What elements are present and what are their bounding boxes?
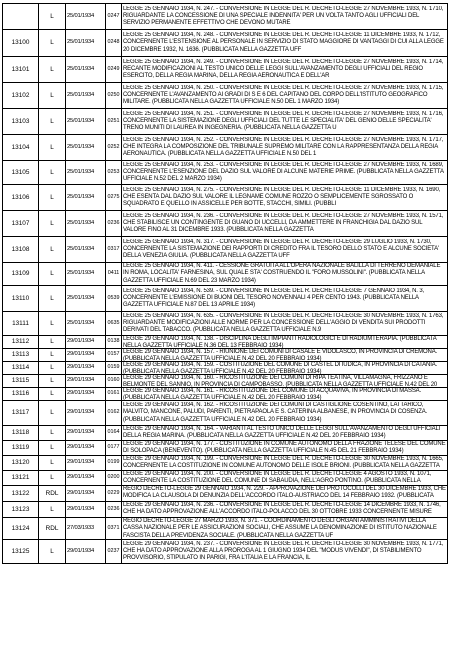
act-code-cell: 0236 — [106, 502, 122, 518]
act-date-cell: 29/01/1934 — [66, 486, 106, 502]
records-table-body — [3, 4, 448, 564]
act-code-cell: 0252 — [106, 135, 122, 161]
act-description-cell — [122, 211, 448, 237]
act-date-cell: 29/01/1934 — [66, 388, 106, 401]
record-number-cell — [3, 4, 39, 30]
act-description-cell — [122, 336, 448, 349]
act-date-cell: 29/01/1934 — [66, 456, 106, 471]
record-number-cell: 13121 — [3, 471, 39, 486]
act-date-cell: 29/01/1934 — [66, 375, 106, 388]
act-description-cell — [122, 471, 448, 486]
act-description-text: REGIO DECRETO-LEGGE 29 GENNAIO 1934, N. 229. - APPROVAZIONE DEI PROTOCOLLI DEL 30 DICEMBRE 1933, CHE MODIFICA LA CLAUSOLA DI DENUNZIA DELL'ACCORDO ITALO-AUSTRIACO DEL 14 FEBBRAIO 1932. (PUBBLICATA — [123, 486, 446, 500]
act-type-cell: L — [39, 502, 66, 518]
table-row — [3, 109, 448, 135]
act-description-cell — [122, 161, 448, 185]
act-code-cell: 0250 — [106, 83, 122, 109]
table-row — [3, 286, 448, 312]
act-type-cell: L — [39, 426, 66, 441]
act-date-cell: 25/01/1934 — [66, 109, 106, 135]
act-type-cell: L — [39, 456, 66, 471]
act-description-text: LEGGE 25 GENNAIO 1934, N. 635. - CONVERSIONE IN LEGGE DEL R. DECRETO-LEGGE 30 NOVEMBRE 1933, N. 1763, RIGUARDANTE MODIFICAZIONI ALLE NORME PER LA CONCESSIONE DELL'AGGIO DI VENDITA SUI PRODOTTI DERIVATI DEL TABACCO. (PUBBLICATA NELLA GAZZETTA UFFICIALE N.9 — [123, 312, 444, 334]
table-row — [3, 388, 448, 401]
act-description-text: LEGGE 29 GENNAIO 1934, N. 159. - COSTITUZIONE DEL COMUNE DI CASTEL DI IUDICA, IN PROVINCIA DI CATANIA. (PUBBLICATA NELLA GAZZETTA UFFICIALE N.42 DEL 20 FEBBRAIO 1934) — [123, 362, 438, 374]
record-number-cell: 13105 — [3, 161, 39, 185]
table-row — [3, 83, 448, 109]
table-row — [3, 135, 448, 161]
table-row — [3, 336, 448, 349]
record-number-cell: 13111 — [3, 312, 39, 336]
table-row — [3, 362, 448, 375]
table-row — [3, 161, 448, 185]
act-description-cell — [122, 502, 448, 518]
act-description-cell — [122, 441, 448, 456]
act-code-cell: 0162 — [106, 401, 122, 426]
act-date-cell: 29/01/1934 — [66, 540, 106, 564]
act-type-cell: L — [39, 185, 66, 211]
act-type-cell: L — [39, 362, 66, 375]
record-number-cell: 13101 — [3, 57, 39, 83]
act-date-cell: 25/01/1934 — [66, 312, 106, 336]
act-code-cell: 0317 — [106, 237, 122, 263]
record-number-cell: 13120 — [3, 456, 39, 471]
act-description-cell — [122, 456, 448, 471]
act-type-cell: L — [39, 263, 66, 286]
act-code-cell: 0237 — [106, 540, 122, 564]
act-date-cell: 25/01/1934 — [66, 211, 106, 237]
table-row — [3, 441, 448, 456]
act-type-cell: L — [39, 312, 66, 336]
act-type-cell: L — [39, 375, 66, 388]
act-code-cell: 0161 — [106, 388, 122, 401]
act-code-cell: 0539 — [106, 286, 122, 312]
table-row — [3, 263, 448, 286]
act-description-cell — [122, 57, 448, 83]
act-description-text: LEGGE 29 GENNAIO 1934, N. 199. - CONVERSIONE IN LEGGE DEL R. DECRETO-LEGGE 30 NOVEMBRE 1933, N. 1665, CONCERNENTE LA COSTITUZIONE IN COMUNE AUTONOMO DELLE ISOLE BRIONI. (PUBBLICATA NELLA GAZZETTA — [123, 456, 444, 470]
table-row — [3, 401, 448, 426]
record-number-cell: 13119 — [3, 441, 39, 456]
act-type-cell: L — [39, 441, 66, 456]
act-description-cell — [122, 349, 448, 362]
record-number-cell: 13100 — [3, 30, 39, 57]
act-date-cell: 25/01/1934 — [66, 161, 106, 185]
act-description-text: LEGGE 25 GENNAIO 1934, N. 251. - CONVERSIONE IN LEGGE DEL R. DECRETO-LEGGE 27 NOVEMBRE 1933, N. 1716, CONCERNENTE LA SISTEMAZIONE DEGLI UFFICIALI DEL TUTTE LE SPECIALITA' DEL GENIO DELLE SPECIALITA' TRENO MUNITI DI LAUREA IN INGEGNERIA. (PUBBLICATA NELLA GAZZETTA U — [123, 110, 444, 132]
record-number-cell: 13122 — [3, 486, 39, 502]
record-number-cell: 13115 — [3, 375, 39, 388]
act-description-cell — [122, 109, 448, 135]
act-description-cell — [122, 30, 448, 57]
act-code-cell: 0229 — [106, 486, 122, 502]
act-code-cell: 0157 — [106, 349, 122, 362]
act-type-cell: L — [39, 237, 66, 263]
record-number-cell: 13125 — [3, 540, 39, 564]
act-description-cell — [122, 286, 448, 312]
act-date-cell: 25/01/1934 — [66, 57, 106, 83]
table-row — [3, 502, 448, 518]
act-date-cell: 25/01/1934 — [66, 237, 106, 263]
records-document — [2, 3, 448, 564]
act-date-cell: 25/01/1934 — [66, 4, 106, 30]
act-description-cell — [122, 486, 448, 502]
act-date-cell: 29/01/1934 — [66, 471, 106, 486]
act-description-text: LEGGE 29 GENNAIO 1934, N. 138. - DISCIPLINA DEGLI IMPIANTI RADIOLOGICI E DI RADIUMTERAPIA. (PUBBLICATA NELLA GAZZETTA UFFICIALE N.36 DEL 13 FEBBRAIO 1934) — [123, 336, 437, 348]
act-code-cell: 0177 — [106, 441, 122, 456]
act-type-cell: L — [39, 83, 66, 109]
act-date-cell: 29/01/1934 — [66, 401, 106, 426]
record-number-cell: 13102 — [3, 83, 39, 109]
act-description-text: LEGGE 29 GENNAIO 1934, N. 177. - COSTITUZIONE IN COMUNE AUTONOMO DELLA FRAZIONE TELESE DEL COMUNE DI SOLOPACA (BENEVENTO). (PUBBLICATA NELLA GAZZETTA UFFICIALE N.45 DEL 21 FEBBRAIO 1934) — [123, 441, 446, 455]
act-date-cell: 25/01/1934 — [66, 30, 106, 57]
record-number-cell: 13114 — [3, 362, 39, 375]
record-number-cell: 13103 — [3, 109, 39, 135]
table-row — [3, 375, 448, 388]
act-code-cell: 0635 — [106, 312, 122, 336]
act-code-cell: 0199 — [106, 456, 122, 471]
act-description-text: LEGGE 25 GENNAIO 1934, N. 236. - CONVERSIONE IN LEGGE DEL R. DECRETO-LEGGE 27 NOVEMBRE 1933, N. 1571, CHE STABILISCE UN CONTINGENTE DI GUANO DI UCCELLI, DA AMMETTERE IN FRANCHIGIA DAL DAZIO SUL VALORE FINO AL 31 DICEMBRE 1933. (PUBBLICATA NELLA GAZZETTA — [123, 212, 444, 234]
act-type-cell: L — [39, 388, 66, 401]
act-description-text: LEGGE 29 GENNAIO 1934, N. 160. - RICOSTITUZIONE DEI COMUNI DI RIPA TEATINA, VILLAMAGNA, FRIZZANO E BELMONTE DEL SANNIO, IN PROVINCIA DI CAMPOBASSO. (PUBBLICATA NELLA GAZZETTA UFFICIALE N.42 DEL 20 — [123, 375, 438, 387]
act-code-cell: 0160 — [106, 375, 122, 388]
act-description-text: LEGGE 29 GENNAIO 1934, N. 157. - RIUNIONE DEI COMUNI DI CASALE E VIDOLASCO, IN PROVINCIA DI CREMONA. (PUBBLICATA NELLA GAZZETTA UFFICIALE N.42 DEL 20 FEBBRAIO 1934) — [123, 349, 438, 361]
act-date-cell: 29/01/1934 — [66, 441, 106, 456]
record-number-cell: 13109 — [3, 263, 39, 286]
act-code-cell: 0200 — [106, 471, 122, 486]
act-code-cell: 0251 — [106, 109, 122, 135]
act-description-text: LEGGE 25 GENNAIO 1934, N. 539. - CONVERSIONE IN LEGGE DEL R. DECRETO-LEGGE 7 GENNAIO 1934, N. 3, CONCERNENTE L'EMISSIONE DI BUONI DEL TESORO NOVENNALI 4 PER CENTO 1943. (PUBBLICATA NELLA GAZZETTA UFFICIALE N.87 DEL 13 APRILE 1934) — [123, 287, 425, 309]
act-type-cell: L — [39, 211, 66, 237]
act-description-text: LEGGE 29 GENNAIO 1934, N. 161. - RICOSTITUZIONE DEL COMUNE DI ACQUAVIVA, IN PROVINCIA DI MASSA. (PUBBLICATA NELLA GAZZETTA UFFICIALE N.42 DEL 20 FEBBRAIO 1934) — [123, 388, 422, 400]
act-code-cell: 0236 — [106, 211, 122, 237]
act-date-cell: 25/01/1934 — [66, 286, 106, 312]
act-description-cell — [122, 135, 448, 161]
act-description-text: LEGGE 25 GENNAIO 1934, N. 253. - CONVERSIONE IN LEGGE DEL R. DECRETO-LEGGE 27 NOVEMBRE 1933, N. 1689, CONCERNENTE L'ESENZIONE DEL DAZIO SUL VALORE DI ALCUNE MATERIE PRIME. (PUBBLICATA NELLA GAZZETTA UFFICIALE N.52 DEL 2 MARZO 1934) — [123, 161, 444, 183]
act-description-text: LEGGE 29 GENNAIO 1934, N. 162. - RICOSTITUZIONE DEI COMUNI DI CASTIGLIONE COSENTINO, LATTARICO, MALVITO, MANCONE, PALUDI, PARENTI, PIETRAPAOLA E S. CATERINA ALBANESE, IN PROVINCIA DI COSENZA. (PUBBLICATA NELLA GAZZETTA UFFICIALE N.42 DEL 20 FEBBRAIO 1934) — [123, 402, 428, 423]
act-date-cell: 29/01/1934 — [66, 502, 106, 518]
act-type-cell: RDL — [39, 518, 66, 540]
act-type-cell: L — [39, 161, 66, 185]
table-row — [3, 486, 448, 502]
table-row — [3, 211, 448, 237]
act-description-cell — [122, 263, 448, 286]
act-date-cell: 29/01/1934 — [66, 336, 106, 349]
act-type-cell: L — [39, 349, 66, 362]
act-description-cell — [122, 362, 448, 375]
act-description-text: REGIO DECRETO-LEGGE 27 MARZO 1933, N. 371. - COORDINAMENTO DEGLI ORGANI AMMINISTRATIVI DELLA CASSA NAZIONALE PER LE ASSICURAZIONI SOCIALI, CHE ASSUME LA DENOMINAZIONE DI ISTITUTO NAZIONALE FASCISTA DELLA PREVIDENZA SOCIALE. (PUBBLICATA NELLA GAZZETTA UF — [123, 518, 437, 539]
table-row — [3, 30, 448, 57]
act-date-cell: 25/01/1934 — [66, 135, 106, 161]
act-description-text: LEGGE 29 GENNAIO 1934, N. 236. - CONVERSIONE IN LEGGE DEL R. DECRETO-LEGGE 14 DICEMBRE 1933, N. 1746, CHE HA DATO APPROVAZIONE ALL'ACCORDO ITALO-POLACCO DEL 30 OTTOBRE 1933 CONCERNENTE MISURE — [123, 502, 441, 516]
act-type-cell: RDL — [39, 486, 66, 502]
table-row — [3, 185, 448, 211]
record-number-cell: 13108 — [3, 237, 39, 263]
act-description-cell — [122, 4, 448, 30]
act-code-cell: 0411 — [106, 263, 122, 286]
record-number-cell: 13117 — [3, 401, 39, 426]
act-description-cell — [122, 83, 448, 109]
act-description-text: LEGGE 25 GENNAIO 1934, N. 249. - CONVERSIONE IN LEGGE DEL R. DECRETO-LEGGE 27 NOVEMBRE 1933, N. 1714, RECANTE MODIFICAZIONI AL TESTO UNICO DELLE LEGGI SULL'AVANZAMENTO DEGLI UFFICIALI DEL REGIO ESERCITO, DELLA REGIA MARINA, DELLA REGIA AERONAUTICA E DELL'AR — [123, 58, 444, 80]
act-description-cell — [122, 237, 448, 263]
act-description-cell — [122, 518, 448, 540]
act-description-cell — [122, 312, 448, 336]
act-description-text: LEGGE 25 GENNAIO 1934, N. 275. - CONVERSIONE IN LEGGE DEL R. DECRETO-LEGGE 11 DICEMBRE 1933, N. 1690, CHE ESENTA DAL DAZIO SUL VALORE IL LEGNAME COMUNE ROZZO O SEMPLICEMENTE SGROSSATO O SQUADRATO E QUELLO IN ASSICELLE PER BOTTE, STACCHI, SIMILI. (PUBBLI — [123, 186, 441, 208]
act-type-cell: L — [39, 286, 66, 312]
act-date-cell: 27/03/1933 — [66, 518, 106, 540]
act-type-cell: L — [39, 109, 66, 135]
records-table — [2, 3, 448, 564]
act-description-cell — [122, 375, 448, 388]
act-description-cell — [122, 401, 448, 426]
act-code-cell: 0253 — [106, 161, 122, 185]
table-row — [3, 349, 448, 362]
act-date-cell: 29/01/1934 — [66, 362, 106, 375]
table-row — [3, 312, 448, 336]
act-description-text: LEGGE 25 GENNAIO 1934, N. 247. - CONVERSIONE IN LEGGE DEL R. DECRETO-LEGGE 27 NOVEMBRE 1933, N. 1710, RIGUARDANTE LA CONCESSIONE DI UNA SPECIALE INDENNITA' PER UN VOLTA TANTO AGLI UFFICIALI DEL SERVIZIO PERMANENTE EFFETTIVO CHE DEVONO MUTARE — [123, 5, 444, 27]
act-description-text: LEGGE 25 GENNAIO 1934, N. 250. - CONVERSIONE IN LEGGE DEL R. DECRETO-LEGGE 27 NOVEMBRE 1933, N. 1715, CONCERNENTE L'AVANZAMENTO AI GRADI DI S E 6 DEL CAPITANO DEL CORPO DELL'ISTITUTO GEOGRAFICO MILITARE. (PUBBLICATA NELLA GAZZETTA UFFICIALE N.50 DEL 1 MARZO 1934) — [123, 84, 444, 106]
act-description-text: LEGGE 29 GENNAIO 1934, N. 200. - CONVERSIONE IN LEGGE DEL R. DECRETO-LEGGE 4 AGOSTO 1933, N. 1071, CONCERNENTE LA COSTITUZIONE DEL COMUNE DI SABAUDIA, NELL'AGRO PONTINO. (PUBBLICATA NELLA — [123, 471, 432, 485]
record-number-cell: 13110 — [3, 286, 39, 312]
record-number-cell: 13106 — [3, 185, 39, 211]
act-date-cell: 25/01/1934 — [66, 263, 106, 286]
act-code-cell: 0249 — [106, 57, 122, 83]
record-number-cell: 13118 — [3, 426, 39, 441]
act-type-cell: L — [39, 336, 66, 349]
act-code-cell: 0248 — [106, 30, 122, 57]
act-description-cell — [122, 540, 448, 564]
act-description-text: LEGGE 25 GENNAIO 1934, N. 252. - CONVERSIONE IN LEGGE DEL R. DECRETO-LEGGE 27 NOVEMBRE 1933, N. 1717, CHE INTEGRA LA COMPOSIZIONE DEL TRIBUNALE SUPREMO MILITARE CON LA RAPPRESENTANZA DELLA REGIA AERONAUTICA. (PUBBLICATA NELLA GAZZETTA UFFICIALE N.50 DEL 1 — [123, 136, 444, 158]
act-code-cell: 0371 — [106, 518, 122, 540]
record-number-cell: 13104 — [3, 135, 39, 161]
act-description-text: LEGGE 25 GENNAIO 1934, N. 248. - CONVERSIONE IN LEGGE DEL R. DECRETO-LEGGE 11 DICEMBRE 1933, N. 1712, CONCERNENTE L'ESTENSIONE AL PERSONALE IN SERVIZIO DI STATO MAGGIORE DI VANTAGGI DI CUI ALLA LEGGE 20 DICEMBRE 1932, N. 1636. (PUBBLICATA NELLA GAZZETTA UFF — [123, 32, 444, 53]
act-date-cell: 29/01/1934 — [66, 349, 106, 362]
act-date-cell: 25/01/1934 — [66, 83, 106, 109]
act-date-cell: 29/01/1934 — [66, 426, 106, 441]
table-row — [3, 518, 448, 540]
act-description-cell — [122, 388, 448, 401]
record-number-cell: 13116 — [3, 388, 39, 401]
act-description-text: LEGGE 25 GENNAIO 1934, N. 317. - CONVERSIONE IN LEGGE DEL R. DECRETO-LEGGE 29 LUGLIO 1933, N. 1730, CONCERNENTE LA SISTEMAZIONE DEI RAPPORTI DI CREDITO FRA IL TESORO DELLO STATO E ALCUNE SOCIETA' DELLA VENEZIA GIULIA. (PUBBLICATA NELLA GAZZETTA UFF — [123, 238, 439, 260]
act-type-cell: L — [39, 471, 66, 486]
act-type-cell: L — [39, 30, 66, 57]
act-code-cell: 0138 — [106, 336, 122, 349]
act-code-cell: 0247 — [106, 4, 122, 30]
record-number-cell: 13107 — [3, 211, 39, 237]
act-date-cell: 25/01/1934 — [66, 185, 106, 211]
act-code-cell: 0164 — [106, 426, 122, 441]
act-type-cell: L — [39, 57, 66, 83]
table-row — [3, 237, 448, 263]
table-row — [3, 471, 448, 486]
act-type-cell: L — [39, 135, 66, 161]
act-description-text: LEGGE 29 GENNAIO 1934, N. 164. - VARIANTI AL TESTO UNICO DELLE LEGGI SULL'AVANZAMENTO DEGLI UFFICIALI DELLA REGIA MARINA. (PUBBLICATA NELLA GAZZETTA UFFICIALE N.42 DEL 20 FEBBRAIO 1934) — [123, 426, 441, 440]
act-type-cell: L — [39, 4, 66, 30]
act-code-cell: 0159 — [106, 362, 122, 375]
table-row — [3, 540, 448, 564]
act-description-cell — [122, 185, 448, 211]
act-description-cell — [122, 426, 448, 441]
act-code-cell: 0275 — [106, 185, 122, 211]
table-row — [3, 426, 448, 441]
act-description-text: LEGGE 25 GENNAIO 1934, N. 411. - CESSIONE GRATUITA ALL'OPERA NAZIONALE BALILLA DI TERRENO DEMANIALE IN ROMA, LOCALITA' FARNESINA, SUL QUALE STA' COSTRUENDO IL "FORO MUSSOLINI". (PUBBLICATA NELLA GAZZETTA UFFICIALE N.69 DEL 23 MARZO 1934) — [123, 263, 441, 284]
record-number-cell: 13124 — [3, 518, 39, 540]
table-row — [3, 57, 448, 83]
record-number-cell: 13112 — [3, 336, 39, 349]
act-description-text: LEGGE 29 GENNAIO 1934, N. 237. - CONVERSIONE IN LEGGE DEL R. DECRETO-LEGGE 30 NOVEMBRE 1933, N. 1771, CHE HA DATO APPROVAZIONE ALLA PROROGA AL 1 GIUGNO 1934 DEL "MODUS VIVENDI", DI STABILIMENTO PROVVISORIO, STIPULATO IN PARIGI, FRA L'ITALIA E LA FRANCIA, IL — [123, 540, 444, 562]
act-type-cell: L — [39, 540, 66, 564]
act-type-cell: L — [39, 401, 66, 426]
record-number-cell: 13123 — [3, 502, 39, 518]
record-number-cell: 13113 — [3, 349, 39, 362]
table-row — [3, 456, 448, 471]
table-row — [3, 4, 448, 30]
